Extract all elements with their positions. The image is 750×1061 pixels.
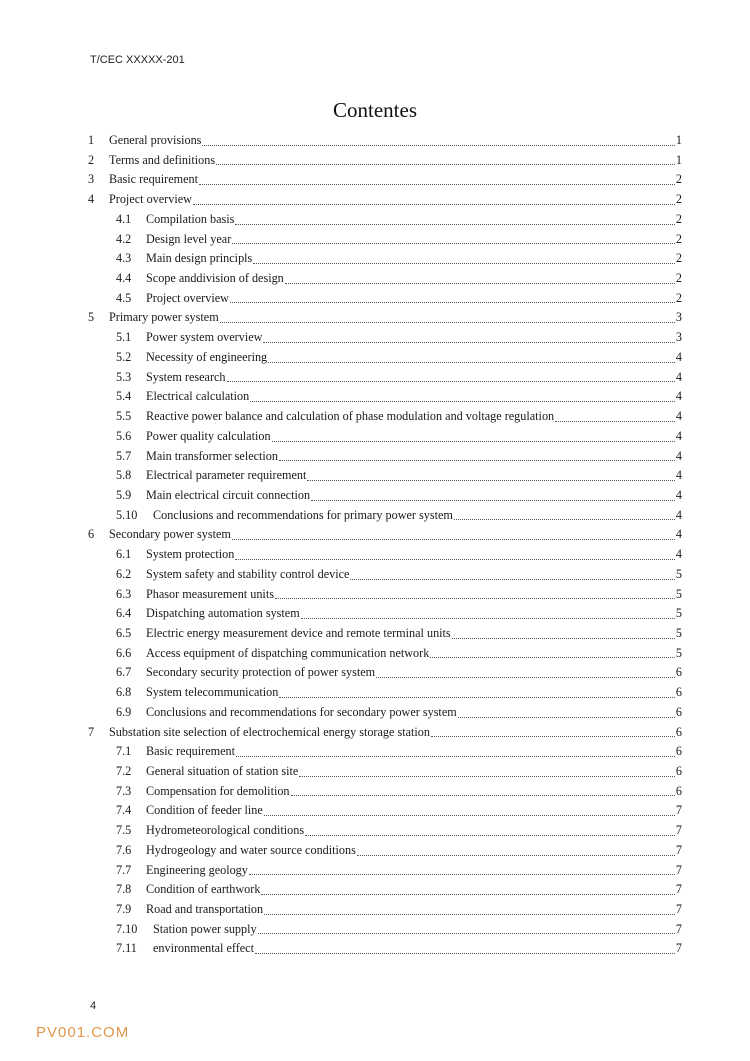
dot-leader — [258, 933, 675, 934]
toc-entry-page: 6 — [675, 665, 682, 680]
toc-entry[interactable] — [88, 328, 682, 348]
toc-entry[interactable] — [88, 249, 682, 269]
toc-entry-label: Main transformer selection — [146, 448, 278, 463]
toc-entry-number: 5.2 — [116, 349, 132, 364]
toc-entry-number: 5.8 — [116, 468, 132, 483]
toc-entry-page: 4 — [675, 409, 682, 424]
dot-leader — [305, 835, 675, 836]
dot-leader — [272, 441, 675, 442]
table-of-contents — [88, 131, 682, 959]
toc-entry[interactable] — [88, 565, 682, 585]
toc-entry-number: 5 — [88, 310, 95, 325]
dot-leader — [555, 421, 675, 422]
toc-entry-label: Engineering geology — [146, 862, 248, 877]
dot-leader — [299, 776, 675, 777]
toc-entry[interactable] — [88, 821, 682, 841]
toc-entry-number: 7 — [88, 724, 95, 739]
toc-entry-number: 6.1 — [116, 547, 132, 562]
toc-entry[interactable] — [88, 289, 682, 309]
toc-entry-page: 6 — [675, 724, 682, 739]
toc-entry-number: 7.9 — [116, 902, 132, 917]
dot-leader — [307, 480, 675, 481]
watermark-logo: PV001.COM — [36, 1024, 130, 1041]
dot-leader — [261, 894, 674, 895]
document-code-header: T/CEC XXXXX-201 — [90, 54, 185, 66]
toc-entry-number: 7.6 — [116, 842, 132, 857]
toc-entry[interactable] — [88, 939, 682, 959]
toc-entry-page: 7 — [675, 842, 682, 857]
toc-entry[interactable] — [88, 210, 682, 230]
dot-leader — [232, 539, 675, 540]
toc-entry-label: Condition of feeder line — [146, 803, 263, 818]
toc-entry[interactable] — [88, 900, 682, 920]
toc-entry-label: Hydrogeology and water source conditions — [146, 842, 356, 857]
toc-entry-page: 7 — [675, 941, 682, 956]
toc-entry[interactable] — [88, 427, 682, 447]
toc-entry[interactable] — [88, 269, 682, 289]
dot-leader — [285, 283, 675, 284]
toc-entry-page: 4 — [675, 487, 682, 502]
toc-entry-label: Substation site selection of electrochemical energy storage station — [109, 724, 430, 739]
toc-entry-number: 2 — [88, 152, 95, 167]
toc-entry-label: Project overview — [146, 290, 229, 305]
toc-entry-page: 2 — [675, 211, 682, 226]
toc-entry[interactable] — [88, 387, 682, 407]
toc-entry-label: Secondary security protection of power system — [146, 665, 376, 680]
toc-entry-page: 4 — [675, 349, 682, 364]
toc-entry-number: 7.8 — [116, 882, 132, 897]
dot-leader — [376, 677, 675, 678]
toc-entry-label: Condition of earthwork — [146, 882, 261, 897]
dot-leader — [279, 460, 675, 461]
toc-entry-page: 6 — [675, 764, 682, 778]
toc-entry-number: 4 — [88, 192, 95, 207]
toc-entry[interactable] — [88, 644, 682, 664]
toc-entry-label: Conclusions and recommendations for secondary power system — [146, 704, 457, 719]
toc-entry-label: Phasor measurement units — [146, 586, 274, 601]
dot-leader — [236, 756, 675, 757]
toc-entry-page: 4 — [675, 527, 682, 542]
toc-entry[interactable] — [88, 170, 682, 190]
dot-leader — [235, 559, 675, 560]
toc-entry-number: 7.4 — [116, 803, 132, 818]
dot-leader — [275, 598, 675, 599]
toc-entry-number: 7.7 — [116, 862, 132, 877]
toc-entry-label: Electrical parameter requirement — [146, 468, 307, 483]
toc-entry-label: Main design principls — [146, 251, 253, 266]
toc-entry-page: 7 — [675, 902, 682, 917]
dot-leader — [255, 953, 675, 954]
toc-entry-label: Primary power system — [109, 310, 219, 325]
dot-leader — [431, 736, 675, 737]
toc-entry-page: 4 — [675, 448, 682, 463]
toc-entry-page: 6 — [675, 744, 682, 759]
toc-entry-number: 6.6 — [116, 645, 132, 660]
dot-leader — [268, 362, 675, 363]
toc-entry-number: 7.1 — [116, 744, 132, 759]
toc-entry[interactable] — [88, 624, 682, 644]
toc-entry-label: System protection — [146, 547, 235, 562]
toc-entry[interactable] — [88, 683, 682, 703]
toc-entry-page: 7 — [675, 882, 682, 897]
dot-leader — [263, 342, 674, 343]
toc-entry-page: 4 — [675, 547, 682, 562]
toc-entry-number: 5.4 — [116, 389, 132, 404]
toc-entry[interactable] — [88, 525, 682, 545]
dot-leader — [235, 224, 675, 225]
toc-entry-label: Basic requirement — [109, 172, 199, 187]
toc-entry[interactable] — [88, 506, 682, 526]
toc-entry-number: 5.3 — [116, 369, 132, 384]
toc-entry-label: Electrical calculation — [146, 389, 250, 404]
toc-entry-page: 2 — [675, 251, 682, 266]
toc-entry[interactable] — [88, 762, 682, 782]
toc-entry-label: Basic requirement — [146, 744, 236, 759]
toc-entry-number: 5.9 — [116, 487, 132, 502]
toc-entry[interactable] — [88, 703, 682, 723]
toc-entry[interactable] — [88, 131, 682, 151]
toc-entry[interactable] — [88, 447, 682, 467]
toc-entry-number: 6.7 — [116, 665, 132, 680]
toc-entry-number: 7.11 — [116, 941, 137, 956]
toc-entry[interactable] — [88, 663, 682, 683]
toc-entry-label: Station power supply — [153, 921, 257, 936]
dot-leader — [193, 204, 675, 205]
toc-entry-page: 4 — [675, 369, 682, 384]
toc-entry-label: General situation of station site — [146, 764, 299, 778]
toc-entry[interactable] — [88, 782, 682, 802]
toc-entry-number: 6 — [88, 527, 95, 542]
toc-entry[interactable] — [88, 308, 682, 328]
toc-entry-label: Scope anddivision of design — [146, 271, 284, 286]
toc-entry-label: Electric energy measurement device and remote terminal units — [146, 625, 451, 640]
toc-entry[interactable] — [88, 604, 682, 624]
toc-entry-number: 5.1 — [116, 330, 132, 345]
toc-entry-label: System research — [146, 369, 226, 384]
toc-entry-page: 1 — [675, 133, 682, 147]
toc-entry-page: 5 — [675, 606, 682, 621]
dot-leader — [230, 302, 675, 303]
toc-entry-page: 7 — [675, 862, 682, 877]
toc-entry-page: 7 — [675, 823, 682, 838]
dot-leader — [232, 243, 675, 244]
toc-entry-number: 4.1 — [116, 211, 132, 226]
toc-entry-label: environmental effect — [153, 941, 254, 956]
toc-entry-label: Main electrical circuit connection — [146, 487, 311, 502]
toc-entry-label: Power quality calculation — [146, 428, 271, 443]
toc-entry-page: 7 — [675, 921, 682, 936]
toc-entry-label: Reactive power balance and calculation of phase modulation and voltage regulation — [146, 409, 555, 424]
toc-entry-number: 5.5 — [116, 409, 132, 424]
toc-entry[interactable] — [88, 151, 682, 171]
dot-leader — [202, 145, 675, 146]
dot-leader — [220, 322, 675, 323]
toc-entry-number: 6.2 — [116, 566, 132, 581]
toc-entry-number: 7.3 — [116, 783, 132, 798]
toc-entry-page: 6 — [675, 783, 682, 798]
toc-entry-label: Design level year — [146, 231, 232, 246]
toc-entry-page: 3 — [675, 330, 682, 345]
toc-entry[interactable] — [88, 861, 682, 881]
toc-entry-label: Conclusions and recommendations for primary power system — [153, 507, 453, 522]
dot-leader — [199, 184, 675, 185]
toc-entry[interactable] — [88, 585, 682, 605]
toc-entry-number: 7.5 — [116, 823, 132, 838]
dot-leader — [458, 717, 675, 718]
toc-entry-label: Power system overview — [146, 330, 263, 345]
toc-entry-number: 4.5 — [116, 290, 132, 305]
toc-entry-page: 5 — [675, 625, 682, 640]
toc-entry[interactable] — [88, 920, 682, 940]
toc-entry-page: 2 — [675, 290, 682, 305]
toc-entry-number: 1 — [88, 133, 95, 147]
toc-entry-page: 2 — [675, 271, 682, 286]
toc-entry-label: Road and transportation — [146, 902, 264, 917]
dot-leader — [264, 815, 675, 816]
toc-entry-number: 4.4 — [116, 271, 132, 286]
toc-entry-page: 5 — [675, 586, 682, 601]
toc-entry[interactable] — [88, 742, 682, 762]
toc-entry[interactable] — [88, 801, 682, 821]
toc-entry-number: 7.10 — [116, 921, 138, 936]
dot-leader — [249, 874, 675, 875]
toc-entry-page: 3 — [675, 310, 682, 325]
toc-entry[interactable] — [88, 545, 682, 565]
toc-entry-label: Compilation basis — [146, 211, 235, 226]
page-number: 4 — [90, 1000, 97, 1012]
toc-entry[interactable] — [88, 230, 682, 250]
toc-entry-number: 7.2 — [116, 764, 132, 778]
toc-entry-page: 1 — [675, 152, 682, 167]
toc-entry[interactable] — [88, 723, 682, 743]
toc-entry-number: 6.5 — [116, 625, 132, 640]
toc-entry-label: Project overview — [109, 192, 192, 207]
toc-entry-page: 5 — [675, 645, 682, 660]
toc-entry-number: 6.8 — [116, 685, 132, 700]
toc-entry[interactable] — [88, 880, 682, 900]
dot-leader — [264, 914, 675, 915]
dot-leader — [430, 657, 675, 658]
toc-entry-label: Necessity of engineering — [146, 349, 268, 364]
dot-leader — [253, 263, 675, 264]
dot-leader — [452, 638, 675, 639]
dot-leader — [454, 519, 675, 520]
toc-entry[interactable] — [88, 190, 682, 210]
toc-entry[interactable] — [88, 486, 682, 506]
dot-leader — [350, 579, 674, 580]
toc-entry-number: 5.10 — [116, 507, 138, 522]
toc-entry-page: 4 — [675, 468, 682, 483]
toc-entry[interactable] — [88, 368, 682, 388]
toc-entry-number: 5.6 — [116, 428, 132, 443]
toc-entry-label: System telecommunication — [146, 685, 279, 700]
toc-entry[interactable] — [88, 348, 682, 368]
toc-entry[interactable] — [88, 407, 682, 427]
page-title: Contentes — [333, 98, 417, 122]
toc-entry-page: 7 — [675, 803, 682, 818]
toc-entry-page: 6 — [675, 704, 682, 719]
dot-leader — [250, 401, 675, 402]
toc-entry-label: Compensation for demolition — [146, 783, 290, 798]
toc-entry-number: 4.3 — [116, 251, 132, 266]
dot-leader — [311, 500, 675, 501]
toc-entry-page: 4 — [675, 428, 682, 443]
toc-entry-page: 5 — [675, 566, 682, 581]
dot-leader — [357, 855, 675, 856]
toc-entry-page: 2 — [675, 231, 682, 246]
toc-entry-page: 4 — [675, 389, 682, 404]
toc-entry-page: 6 — [675, 685, 682, 700]
dot-leader — [227, 381, 675, 382]
toc-entry-label: Access equipment of dispatching communication network — [146, 645, 430, 660]
toc-entry-page: 2 — [675, 172, 682, 187]
toc-entry-number: 4.2 — [116, 231, 132, 246]
toc-entry-page: 2 — [675, 192, 682, 207]
toc-entry-label: General provisions — [109, 133, 202, 147]
dot-leader — [216, 164, 675, 165]
toc-entry-number: 6.4 — [116, 606, 132, 621]
toc-entry-page: 4 — [675, 507, 682, 522]
toc-entry-number: 6.9 — [116, 704, 132, 719]
toc-entry-label: Terms and definitions — [109, 152, 216, 167]
toc-entry-label: System safety and stability control device — [146, 566, 350, 581]
toc-entry-label: Hydrometeorological conditions — [146, 823, 305, 838]
toc-entry-label: Dispatching automation system — [146, 606, 300, 621]
dot-leader — [291, 795, 675, 796]
toc-entry[interactable] — [88, 841, 682, 861]
toc-entry-number: 5.7 — [116, 448, 132, 463]
toc-entry-number: 3 — [88, 172, 95, 187]
dot-leader — [301, 618, 675, 619]
toc-entry-number: 6.3 — [116, 586, 132, 601]
toc-entry-label: Secondary power system — [109, 527, 231, 542]
toc-entry[interactable] — [88, 466, 682, 486]
dot-leader — [279, 697, 675, 698]
